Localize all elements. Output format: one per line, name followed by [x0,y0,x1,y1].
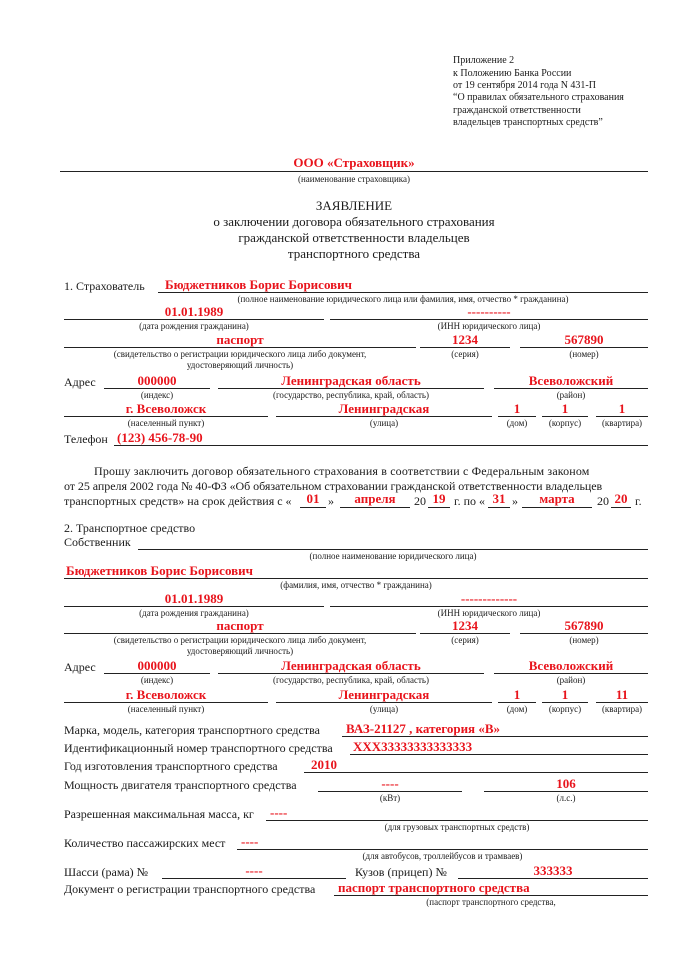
document-title: ЗАЯВЛЕНИЕ [315,198,393,213]
vehicle-section-label: 2. Транспортное средство [64,521,196,535]
insurer-name: ООО «Страховщик» [293,155,415,170]
vehicle-chassis-label: Шасси (рама) № [64,865,149,879]
insured-doc-caption-2: удостоверяющий личность) [186,360,294,370]
owner-district-value: Всеволожский [528,658,614,673]
insured-phone-value: (123) 456-78-90 [117,430,203,445]
insured-flat-caption: (квартира) [601,418,643,428]
vehicle-mass-value: ---- [270,805,288,820]
owner-inn-caption: (ИНН юридического лица) [437,608,541,618]
document-subtitle-1: о заключении договора обязательного страхования [213,214,495,229]
owner-doc-caption-1: (свидетельство о регистрации юридического лица либо документ, [113,635,367,645]
owner-house-value: 1 [513,687,521,702]
insured-number-caption: (номер) [569,349,599,359]
insured-building-value: 1 [561,401,569,416]
owner-dob-caption: (дата рождения гражданина) [139,608,249,618]
vehicle-kw-caption: (кВт) [379,793,401,803]
vehicle-body-value: 333333 [533,863,573,878]
insured-number-value: 567890 [564,332,604,347]
year-end: г. [635,494,642,508]
owner-city-value: г. Всеволожск [125,687,207,702]
vehicle-power-label: Мощность двигателя транспортного средства [64,778,297,792]
insured-address-label: Адрес [64,375,96,389]
owner-building-caption: (корпус) [548,704,582,714]
quote-close-1: » [328,494,334,508]
owner-number-value: 567890 [564,618,604,633]
vehicle-chassis-value: ---- [245,863,263,878]
owner-name-value: Бюджетников Борис Борисович [66,563,253,578]
vehicle-hp-caption: (л.с.) [556,793,576,803]
year-prefix-2: 20 [597,494,609,508]
vehicle-vin-label: Идентификационный номер транспортного средства [64,741,333,755]
request-line-2: от 25 апреля 2002 года № 40-ФЗ «Об обязательном страховании гражданской ответственности владельцев [64,479,603,493]
owner-dob-value: 01.01.1989 [164,591,224,606]
owner-region-value: Ленинградская область [281,658,421,673]
vehicle-mass-label: Разрешенная максимальная масса, кг [64,807,254,821]
owner-name-caption: (фамилия, имя, отчество * гражданина) [280,580,432,590]
owner-house-caption: (дом) [506,704,528,714]
appendix-line-2: к Положению Банка России [453,68,572,79]
insured-dob-value: 01.01.1989 [164,304,224,319]
insured-house-caption: (дом) [506,418,528,428]
vehicle-model-value: ВАЗ-21127 , категория «В» [346,721,501,736]
to-month-value: марта [539,491,575,506]
vehicle-year-label: Год изготовления транспортного средства [64,759,278,773]
insured-inn-caption: (ИНН юридического лица) [437,321,541,331]
owner-inn-value: ------------- [460,591,518,606]
owner-flat-value: 11 [615,687,629,702]
owner-index-value: 000000 [137,658,177,673]
owner-doc-value: паспорт [216,618,264,633]
insured-district-value: Всеволожский [528,373,614,388]
vehicle-hp-value: 106 [556,776,576,791]
vehicle-regdoc-value: паспорт транспортного средства [338,880,530,895]
owner-series-value: 1234 [452,618,478,633]
appendix-line-4: “О правилах обязательного страхования [453,92,624,103]
vehicle-body-label: Кузов (прицеп) № [355,865,447,879]
owner-building-value: 1 [561,687,569,702]
insured-doc-caption-1: (свидетельство о регистрации юридического лица либо документ, [113,349,367,359]
insured-city-caption: (населенный пункт) [127,418,205,428]
insured-name-caption: (полное наименование юридического лица или фамилия, имя, отчество * гражданина) [237,294,569,304]
owner-number-caption: (номер) [569,635,599,645]
appendix-line-6: владельцев транспортных средств” [453,117,603,128]
request-line-1: Прошу заключить договор обязательного страхования в соответствии с Федеральным законом [94,464,590,478]
insured-region-value: Ленинградская область [281,373,421,388]
insured-doc-value: паспорт [216,332,264,347]
vehicle-seats-label: Количество пассажирских мест [64,836,226,850]
quote-close-2: » [512,494,518,508]
from-day-value: 01 [306,491,320,506]
owner-flat-caption: (квартира) [601,704,643,714]
insured-inn-value: ---------- [467,304,511,319]
insured-index-caption: (индекс) [140,390,174,400]
document-subtitle-2: гражданской ответственности владельцев [238,230,470,245]
vehicle-kw-value: ---- [381,776,399,791]
insured-district-caption: (район) [556,390,586,400]
from-year-value: 19 [432,491,446,506]
to-label: г. по « [454,494,485,508]
owner-city-caption: (населенный пункт) [127,704,205,714]
owner-street-caption: (улица) [369,704,399,714]
owner-index-caption: (индекс) [140,675,174,685]
insured-region-caption: (государство, республика, край, область) [272,390,430,400]
vehicle-mass-caption: (для грузовых транспортных средств) [384,822,530,832]
insured-label: 1. Страхователь [64,279,145,293]
insured-dob-caption: (дата рождения гражданина) [139,321,249,331]
owner-doc-caption-2: удостоверяющий личность) [186,646,294,656]
insured-street-caption: (улица) [369,418,399,428]
insurer-caption: (наименование страховщика) [297,174,411,184]
owner-region-caption: (государство, республика, край, область) [272,675,430,685]
appendix-line-3: от 19 сентября 2014 года N 431-П [453,80,596,91]
insured-index-value: 000000 [137,373,177,388]
owner-street-value: Ленинградская [338,687,430,702]
to-day-value: 31 [492,491,506,506]
insured-flat-value: 1 [618,401,626,416]
appendix-line-1: Приложение 2 [453,55,515,66]
insured-series-value: 1234 [452,332,478,347]
insured-city-value: г. Всеволожск [125,401,207,416]
insured-building-caption: (корпус) [548,418,582,428]
owner-series-caption: (серия) [451,635,479,645]
vehicle-regdoc-caption: (паспорт транспортного средства, [426,897,556,907]
owner-caption: (полное наименование юридического лица) [309,551,477,561]
insured-street-value: Ленинградская [338,401,430,416]
vehicle-year-value: 2010 [311,757,337,772]
owner-label: Собственник [64,535,131,549]
owner-address-label: Адрес [64,660,96,674]
from-month-value: апреля [354,491,396,506]
vehicle-vin-value: XXX33333333333333 [353,739,473,754]
request-line-3: транспортных средств» на срок действия с « [64,494,292,508]
vehicle-model-label: Марка, модель, категория транспортного средства [64,723,320,737]
insured-series-caption: (серия) [451,349,479,359]
document-subtitle-3: транспортного средства [287,246,421,261]
owner-district-caption: (район) [556,675,586,685]
vehicle-seats-caption: (для автобусов, троллейбусов и трамваев) [362,851,523,861]
vehicle-regdoc-label: Документ о регистрации транспортного средства [64,882,316,896]
appendix-line-5: гражданской ответственности [453,105,581,116]
insured-phone-label: Телефон [64,432,108,446]
year-prefix-1: 20 [414,494,426,508]
vehicle-seats-value: ---- [241,834,259,849]
insured-name-value: Бюджетников Борис Борисович [165,277,352,292]
insured-house-value: 1 [513,401,521,416]
to-year-value: 20 [614,491,628,506]
